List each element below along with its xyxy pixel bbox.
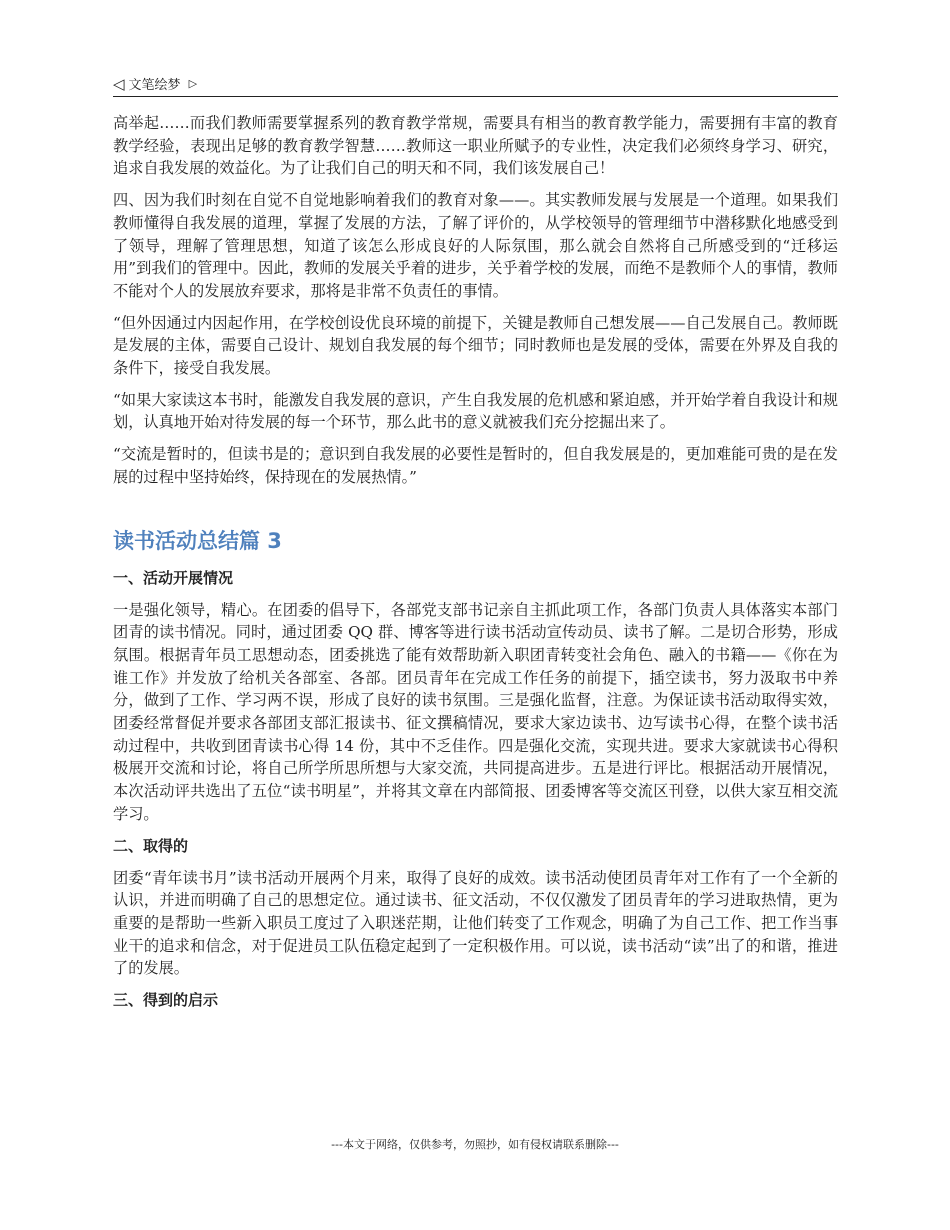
paragraph: “交流是暂时的，但读书是的；意识到自我发展的必要性是暂时的，但自我发展是的，更加难能可贵的是在发展的过程中坚持始终，保持现在的发展热情。” bbox=[113, 445, 838, 486]
subsection-heading: 三、得到的启示 bbox=[113, 991, 219, 1010]
paragraph: 高举起……而我们教师需要掌握系列的教育教学常规，需要具有相当的教育教学能力，需要拥有丰富的教育教学经验，表现出足够的教育教学智慧……教师这一职业所赋予的专业性，决定我们必须终身学习、研究，追求自我发展的效益化。为了让我们自己的明天和不同，我们该发展自己！ bbox=[113, 114, 838, 178]
section-title: 读书活动总结篇 3 bbox=[113, 528, 282, 553]
paragraph: “如果大家读这本书时，能激发自我发展的意识，产生自我发展的危机感和紧迫感，并开始学着自我设计和规划，认真地开始对待发展的每一个环节，那么此书的意义就被我们充分挖掘出来了。 bbox=[113, 390, 838, 432]
subsection-heading: 二、取得的 bbox=[113, 836, 189, 855]
paragraph: 一是强化领导，精心。在团委的倡导下，各部党支部书记亲自主抓此项工作，各部门负责人具体落实本部门团青的读书情况。同时，通过团委 QQ 群、博客等进行读书活动宣传动员、读书了解。二是切合形势，形成氛围。根据青年员工思想动态，团委挑选了能有效帮助新入职团青转变社会角色、融入的书籍——《你在为谁工作》并发放了给机关各部室、各部。团员青年在完成工作任务的前提下，插空读书，努力汲取书中养分，做到了工作、学习两不误，形成了良好的读书氛围。三是强化监督，注意。为保证读书活动取得实效，团委经常督促并要求各部团支部汇报读书、征文撰稿情况，要求大家边读书、边写读书心得，在整个读书活动过程中，共收到团青读书心得 14 份，其中不乏佳作。四是强化交流，实现共进。要求大家就读书心得积极展开交流和讨论，将自己所学所思所想与大家交流，共同提高进步。五是进行评比。根据活动开展情况，本次活动评共选出了五位“读书明星”，并将其文章在内部简报、团委博客等交流区刊登，以供大家互相交流学习。 bbox=[113, 600, 838, 823]
triangle-left-outline-icon: ◁ bbox=[113, 74, 125, 93]
paragraph: 团委“青年读书月”读书活动开展两个月来，取得了良好的成效。读书活动使团员青年对工作有了一个全新的认识，并进而明确了自己的思想定位。通过读书、征文活动，不仅仅激发了团员青年的学习进取热情，更为重要的是帮助一些新入职员工度过了入职迷茫期，让他们转变了工作观念，明确了为自己工作、把工作当事业干的追求和信念，对于促进员工队伍稳定起到了一定积极作用。可以说，读书活动“读”出了的和谐，推进了的发展。 bbox=[113, 868, 838, 978]
subsection-heading: 一、活动开展情况 bbox=[113, 568, 234, 587]
paragraph: 四、因为我们时刻在自觉不自觉地影响着我们的教育对象——。其实教师发展与发展是一个道理。如果我们教师懂得自我发展的道理，掌握了发展的方法，了解了评价的，从学校领导的管理细节中潜移默化地感受到了领导，理解了管理思想，知道了该怎么形成良好的人际氛围，那么就会自然将自己所感受到的“迁移运用”到我们的管理中。因此，教师的发展关乎着的进步，关乎着学校的发展，而绝不是教师个人的事情，教师不能对个人的发展放弃要求，那将是非常不负责任的事情。 bbox=[113, 191, 838, 300]
page-footer: ---本文于网络，仅供参考，勿照抄，如有侵权请联系删除--- bbox=[331, 1138, 619, 1151]
paragraph: “但外因通过内因起作用，在学校创设优良环境的前提下，关键是教师自己想发展——自己发展自己。教师既是发展的主体，需要自己设计、规划自我发展的每个细节；同时教师也是发展的受体，需要在外界及自我的条件下，接受自我发展。 bbox=[113, 313, 838, 378]
header-title: 文笔绘梦 bbox=[128, 78, 181, 93]
triangle-right-outline-icon: ▷ bbox=[188, 77, 198, 90]
header-brand bbox=[113, 74, 197, 93]
document-body bbox=[113, 112, 838, 1021]
page-header bbox=[113, 72, 838, 97]
